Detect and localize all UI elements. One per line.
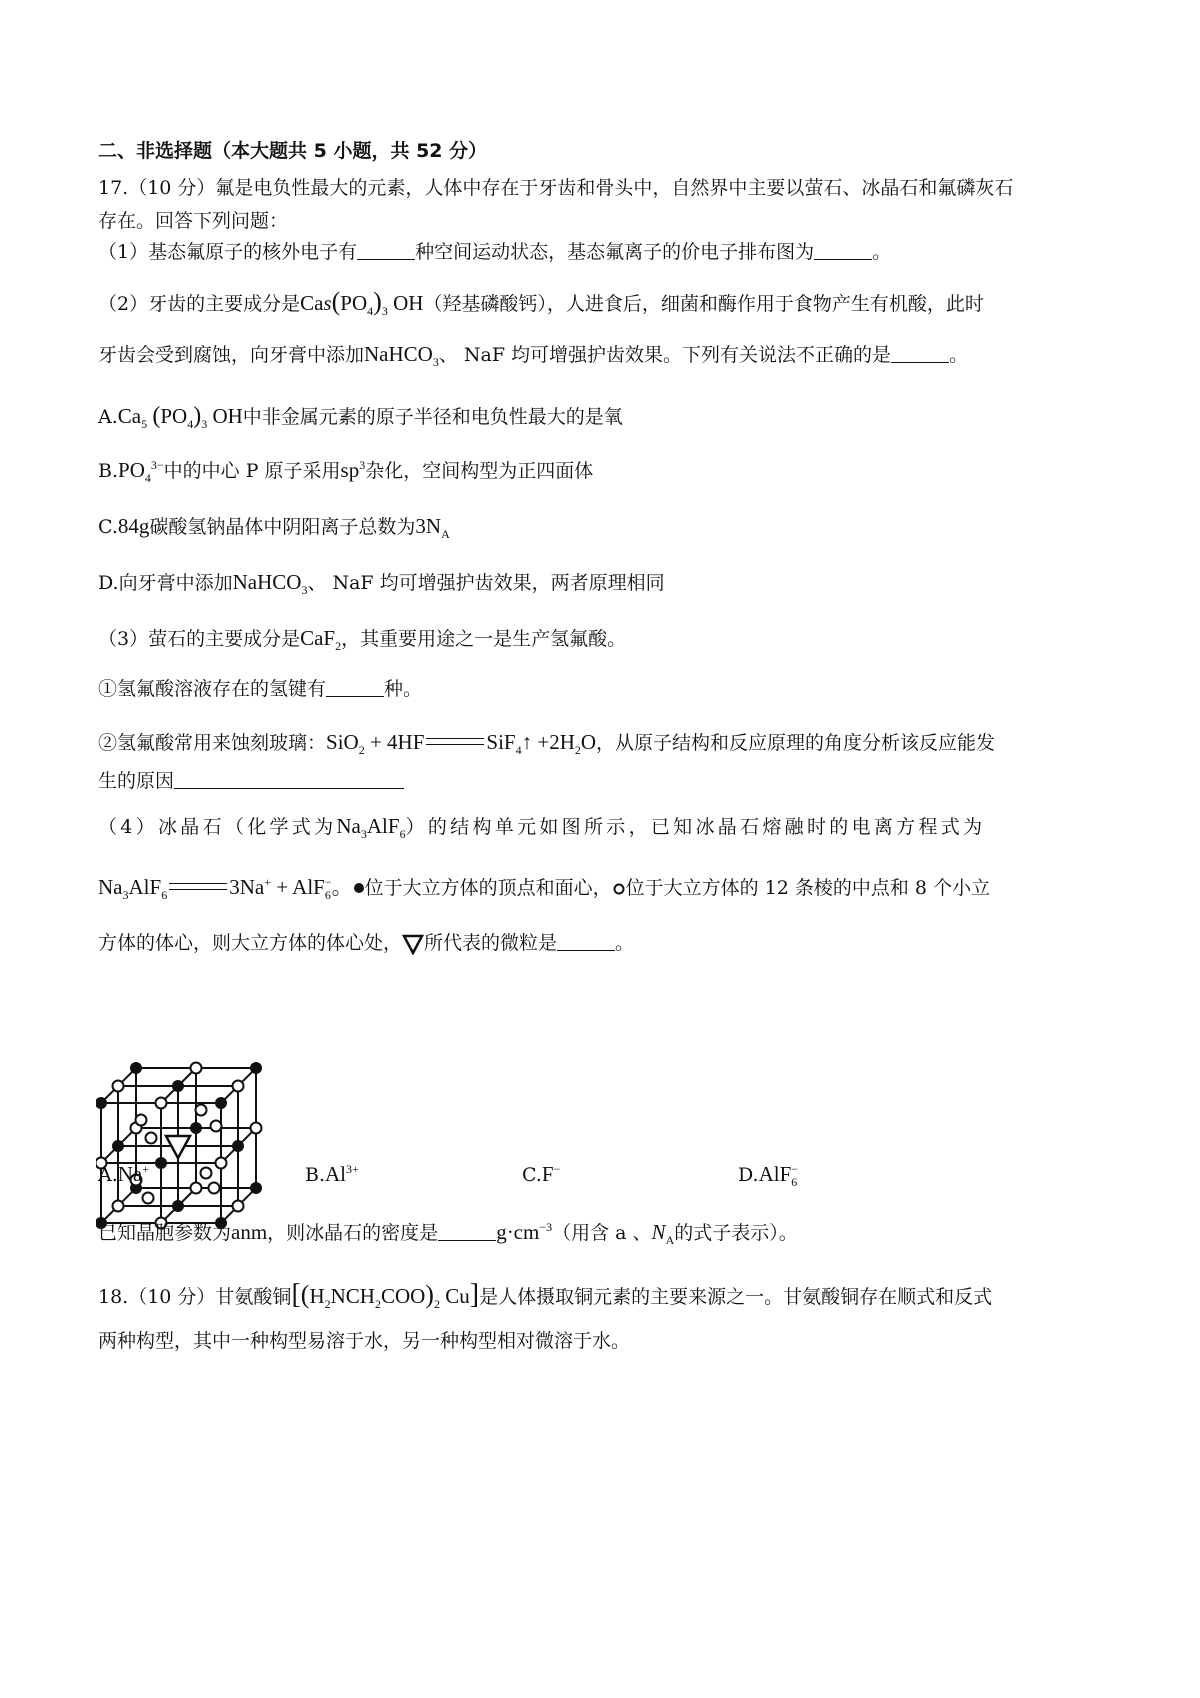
answer-blank [557, 932, 615, 951]
hydroxyapatite-formula: $Cas(PO_4)_3$ OH [300, 287, 424, 319]
answer-blank [438, 1222, 496, 1241]
q17-part4-line1: （4）冰晶石（化学式为$Na_3AlF_6$）的结构单元如图所示，已知冰晶石熔融时的电离方程式为 [98, 814, 986, 842]
q17-part2-line1: （2）牙齿的主要成分是$Cas(PO_4)_3$ OH（羟基磷酸钙），人进食后，细菌和酶作用于食物产生有机酸，此时 [98, 287, 984, 319]
hollow-circle-icon [612, 882, 626, 896]
q17-option-d: D.向牙膏中添加NaHCO$_3$、 NaF 均可增强护齿效果，两者原理相同 [98, 570, 665, 598]
q18-line1: 18.（10 分）甘氨酸铜[$(H_2NCH_2COO)_2$ Cu]是人体摄取铜元素的主要来源之一。甘氨酸铜存在顺式和反式 [98, 1279, 993, 1312]
q17-intro-line2: 存在。回答下列问题： [98, 210, 289, 232]
q17-density-question: 已知晶胞参数为anm，则冰晶石的密度是 $g\cdot cm^{-3}$（用含 a 、$N_A$的式子表示）。 [98, 1220, 798, 1248]
q17-part3-sub2-line2: 生的原因 [98, 770, 404, 793]
choice-b: $B.Al^{3+}$ [305, 1162, 359, 1186]
answer-blank [814, 241, 872, 260]
q17-part2-line2: 牙齿会受到腐蚀，向牙膏中添加NaHCO$_3$、 NaF 均可增强护齿效果。下列有关说法不正确的是 。 [98, 342, 969, 370]
q17-part4-line2: $Na_3AlF_6$ 3Na+ + AlF$_6$−。 位于大立方体的顶点和面心， 位于大立方体的 12 条棱的中点和 8 个小立 [98, 875, 991, 903]
answer-blank [326, 678, 384, 697]
q17-part3: （3）萤石的主要成分是CaF$_2$，其重要用途之一是生产氢氟酸。 [98, 626, 627, 654]
choice-d: D.AlF$_6$− [738, 1162, 799, 1190]
etching-equation: SiO$_2$ + 4HF SiF$_4$↑ $+2H_2O$ [326, 730, 597, 758]
answer-blank [357, 241, 415, 260]
filled-circle-icon [353, 882, 365, 896]
copper-glycinate-formula: [$(H_2NCH_2COO)_2$ Cu] [291, 1279, 480, 1312]
answer-blank [891, 344, 949, 363]
q17-option-b: $B.PO_4^{3-}$中的中心 P 原子采用$sp^3$杂化，空间构型为正四面体 [98, 458, 594, 486]
q17-part4-line3: 方体的体心，则大立方体的体心处， 所代表的微粒是 。 [98, 932, 635, 954]
section-heading: 二、非选择题（本大题共 5 小题，共 52 分） [98, 140, 488, 162]
q18-line2: 两种构型，其中一种构型易溶于水，另一种构型相对微溶于水。 [98, 1330, 631, 1352]
ionization-equation: $Na_3AlF_6$ 3Na+ + AlF$_6$−。 [98, 875, 353, 903]
q17-part3-sub1: ①氢氟酸溶液存在的氢键有 种。 [98, 678, 423, 700]
triangle-icon [402, 933, 424, 955]
q17-option-c: C.84g碳酸氢钠晶体中阴阳离子总数为$3N_A$ [98, 514, 450, 542]
cryolite-unit-cell-figure [96, 1058, 266, 1238]
q17-option-a: $A.Ca_5$ $(PO_4)_3$ OH中非金属元素的原子半径和电负性最大的是氧 [98, 403, 623, 432]
answer-blank [174, 770, 404, 789]
choice-a: A.Na+ [98, 1162, 150, 1186]
choice-c: C.F− [522, 1162, 561, 1186]
q17-part1: （1）基态氟原子的核外电子有 种空间运动状态，基态氟离子的价电子排布图为 。 [98, 241, 892, 263]
nahco3-formula: NaHCO$_3$ [364, 342, 439, 370]
q17-intro-line1: 17.（10 分）氟是电负性最大的元素，人体中存在于牙齿和骨头中，自然界中主要以萤石、冰晶石和氟磷灰石 [98, 177, 1014, 199]
q17-part3-sub2: ②氢氟酸常用来蚀刻玻璃：SiO$_2$ + 4HF SiF$_4$↑ $+2H_2O$，从原子结构和反应原理的角度分析该反应能发 [98, 730, 996, 758]
